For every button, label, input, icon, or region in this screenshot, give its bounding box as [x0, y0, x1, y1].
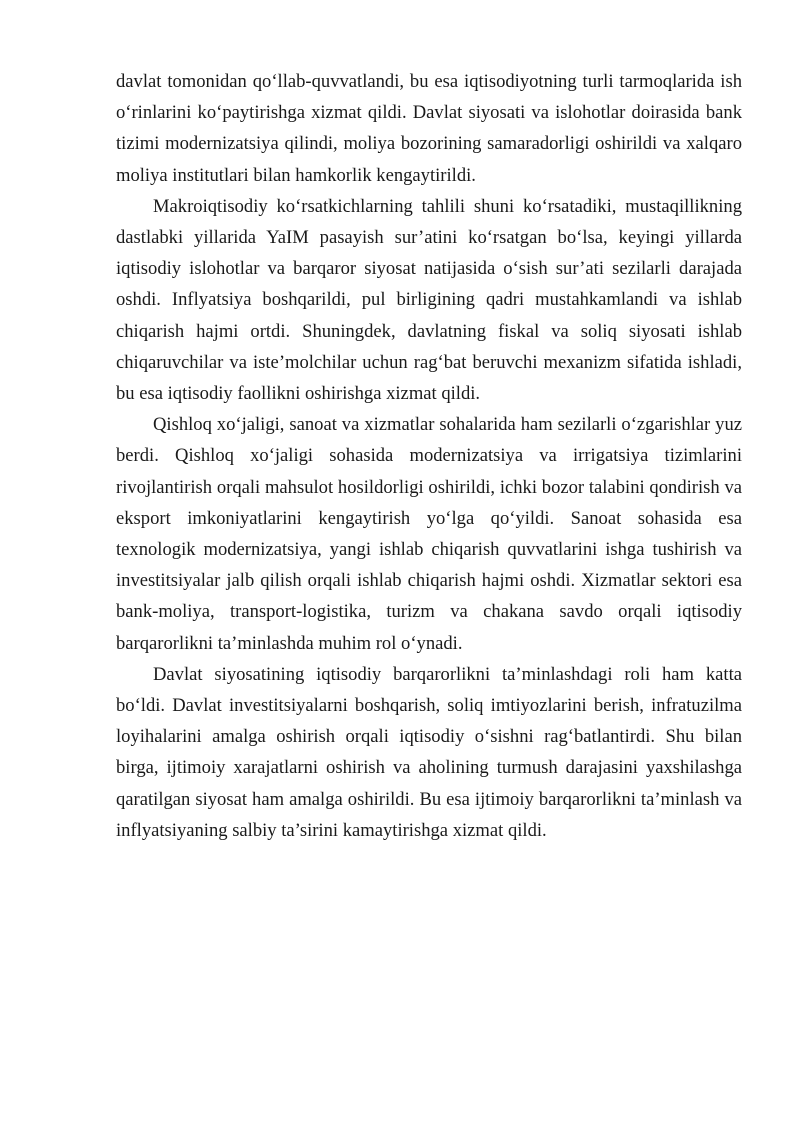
document-body — [116, 66, 742, 846]
paragraph-macroeconomic-indicators: Makroiqtisodiy ko‘rsatkichlarning tahlili shuni ko‘rsatadiki, mustaqillikning dastlabki yillarida YaIM pasayish sur’atini ko‘rsatgan bo‘lsa, keyingi yillarda iqtisodiy islohotlar va barqaror siyosat natijasida o‘sish sur’ati sezilarli darajada oshdi. Inflyatsiya boshqarildi, pul birligining qadri mustahkamlandi va ishlab chiqarish hajmi ortdi. Shuningdek, davlatning fiskal va soliq siyosati ishlab chiqaruvchilar va iste’molchilar uchun rag‘bat beruvchi mexanizm sifatida ishladi, bu esa iqtisodiy faollikni oshirishga xizmat qildi. — [116, 195, 742, 405]
paragraph-continuation: davlat tomonidan qo‘llab-quvvatlandi, bu esa iqtisodiyotning turli tarmoqlarida ish o‘rinlarini ko‘paytirishga xizmat qildi. Davlat siyosati va islohotlar doirasida bank tizimi modernizatsiya qilindi, moliya bozorining samaradorligi oshirildi va xalqaro moliya institutlari bilan hamkorlik kengaytirildi. — [116, 71, 742, 186]
paragraph-state-policy: Davlat siyosatining iqtisodiy barqarorlikni ta’minlashdagi roli ham katta bo‘ldi. Davlat investitsiyalarni boshqarish, soliq imtiyozlarini berish, infratuzilma loyihalarini amalga oshirish orqali iqtisodiy o‘sishni rag‘batlantirdi. Shu bilan birga, ijtimoiy xarajatlarni oshirish va aholining turmush darajasini yaxshilashga qaratilgan siyosat ham amalga oshirildi. Bu esa ijtimoiy barqarorlikni ta’minlash va inflyatsiyaning salbiy ta’sirini kamaytirishga xizmat qildi. — [116, 663, 742, 841]
paragraph-sector-changes: Qishloq xo‘jaligi, sanoat va xizmatlar sohalarida ham sezilarli o‘zgarishlar yuz berdi. Qishloq xo‘jaligi sohasida modernizatsiya va irrigatsiya tizimlarini rivojlantirish orqali mahsulot hosildorligi oshirildi, ichki bozor talabini qondirish va eksport imkoniyatlarini kengaytirish yo‘lga qo‘yildi. Sanoat sohasida esa texnologik modernizatsiya, yangi ishlab chiqarish quvvatlarini ishga tushirish va investitsiyalar jalb qilish orqali ishlab chiqarish hajmi oshdi. Xizmatlar sektori esa bank-moliya, transport-logistika, turizm va chakana savdo orqali iqtisodiy barqarorlikni ta’minlashda muhim rol o‘ynadi. — [116, 414, 742, 654]
